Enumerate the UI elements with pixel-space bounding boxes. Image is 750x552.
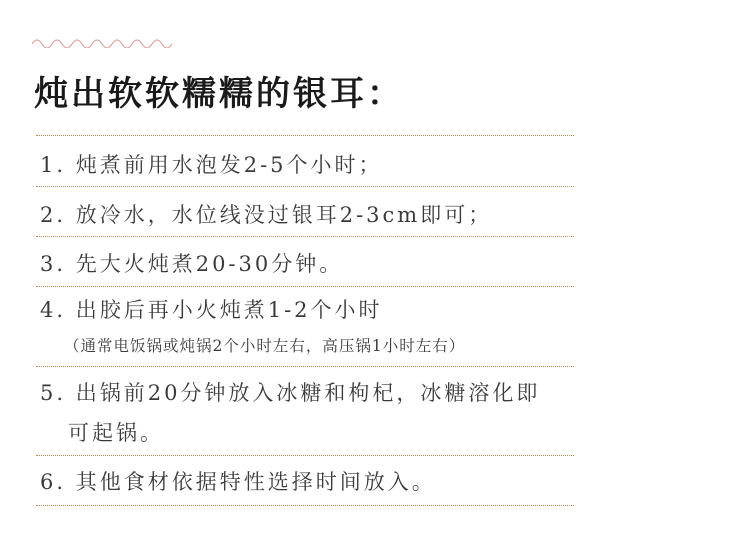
step-4: 4. 出胶后再小火炖煮1-2个小时 [40,298,383,322]
page-title: 炖出软软糯糯的银耳： [34,74,404,114]
wavy-decoration [32,36,172,48]
step-4-note: （通常电饭锅或炖锅2个小时左右，高压锅1小时左右） [64,337,466,355]
step-2: 2. 放冷水，水位线没过银耳2-3cm即可； [40,203,493,227]
step-5-continuation: 可起锅。 [68,421,164,445]
step-1: 1. 炖煮前用水泡发2-5个小时； [40,153,383,177]
step-6: 6. 其他食材依据特性选择时间放入。 [40,470,436,494]
dotted-divider [36,366,574,367]
dotted-divider [36,505,574,506]
dotted-divider [36,286,574,287]
step-3: 3. 先大火炖煮20-30分钟。 [40,252,344,276]
dotted-divider [36,135,574,136]
dotted-divider [36,186,574,187]
step-5: 5. 出锅前20分钟放入冰糖和枸杞，冰糖溶化即 [40,381,541,405]
dotted-divider [36,236,574,237]
dotted-divider [36,455,574,456]
